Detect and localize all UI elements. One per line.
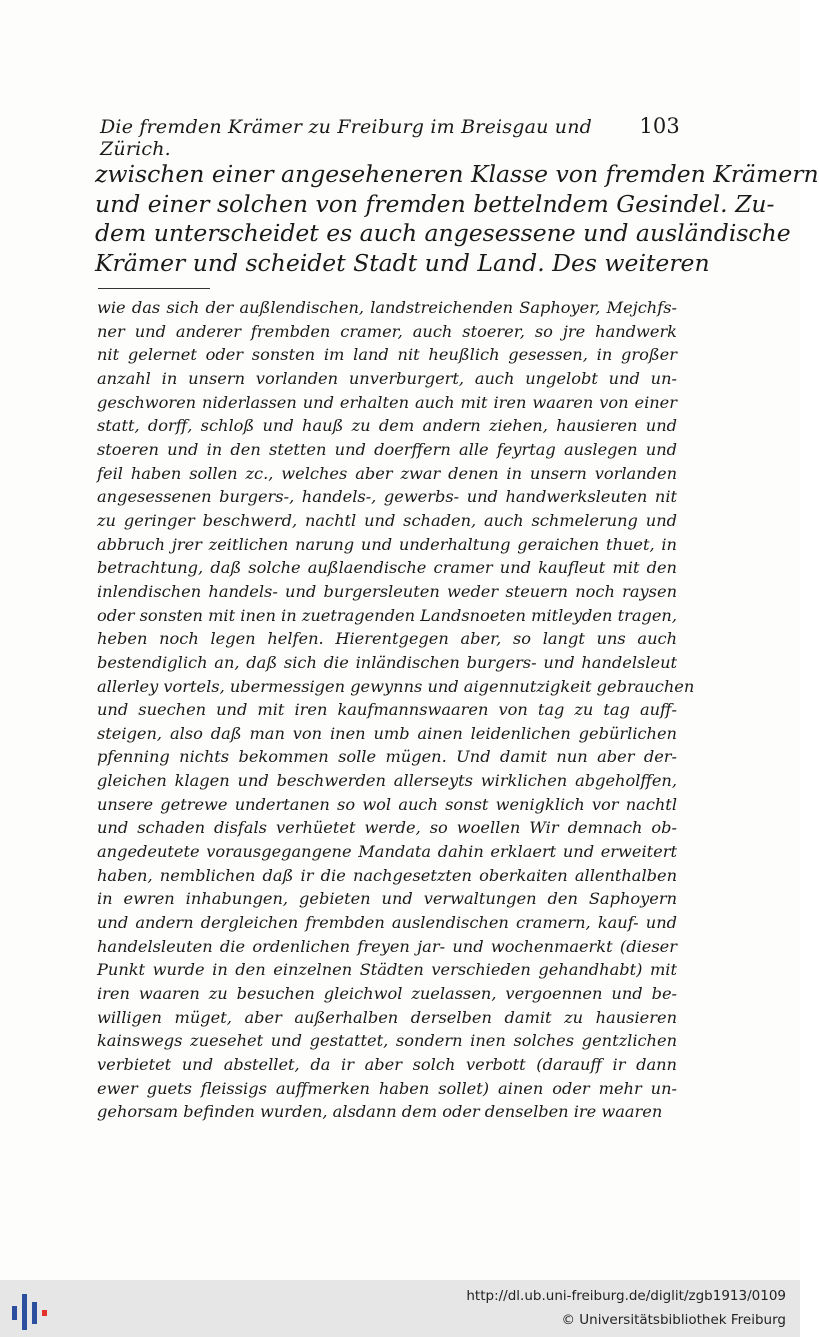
text-line: zwischen einer angeseheneren Klasse von fremden Krämern [95,160,819,188]
footnote-line: anzahl in unsern vorlanden unverburgert, auch ungelobt und un- [97,368,677,388]
footnote-line: und schaden disfals verhüetet werde, so woellen Wir demnach ob- [97,818,677,838]
footer-bar [0,1280,800,1337]
text-line: dem unterscheidet es auch angesessene und ausländische [95,219,791,247]
footnote-line: in ewren inhabungen, gebieten und verwaltungen den Saphoyern [97,889,677,909]
source-url-link[interactable]: http://dl.ub.uni-freiburg.de/diglit/zgb1913/0109 [466,1288,786,1304]
running-head [100,114,680,160]
footnote-line: heben noch legen helfen. Hierentgegen aber, so langt uns auch [97,629,677,649]
footnote-line: iren waaren zu besuchen gleichwol zuelassen, vergoennen und be- [97,984,677,1004]
page-number: 103 [639,114,680,138]
footnote-line: unsere getrewe undertanen so wol auch sonst wenigklich vor nachtl [97,794,677,814]
footnote-line: verbietet und abstellet, da ir aber solch verbott (darauff ir dann [97,1055,677,1074]
footnote-line: nit gelernet oder sonsten im land nit heußlich gesessen, in großer [97,345,677,365]
running-head-title: Die fremden Krämer zu Freiburg im Breisgau und Zürich. [100,116,593,160]
footnote-line: pfenning nichts bekommen solle mügen. Und damit nun aber der- [97,747,677,767]
footnote-line: und suechen und mit iren kaufmannswaaren von tag zu tag auff- [97,700,677,720]
footnote-line: bestendiglich an, daß sich die inländischen burgers- und handelsleut [97,652,677,672]
footnote-separator [98,288,210,289]
footnote-line: abbruch jrer zeitlichen narung und underhaltung geraichen thuet, in [97,534,677,554]
footnote-line: und andern dergleichen frembden auslendischen cramern, kauf- und [97,913,677,933]
footnote-line: ner und anderer frembden cramer, auch stoerer, so jre handwerk [97,321,677,341]
footnote [97,296,695,1124]
footnote-line: betrachtung, daß solche außlaendische cramer und kaufleut mit den [97,558,677,578]
footnote-line: inlendischen handels- und burgersleuten weder steuern noch raysen [97,581,677,601]
text-line: und einer solchen von fremden bettelndem Gesindel. Zu- [95,189,775,218]
footnote-line: stoeren und in den stetten und doerffern alle feyrtag auslegen und [97,439,677,459]
footnote-line: statt, dorff, schloß und hauß zu dem andern ziehen, hausieren und [97,416,677,436]
footnote-line: ewer guets fleissigs auffmerken haben sollet) ainen oder mehr un- [97,1078,677,1098]
footnote-line: gleichen klagen und beschwerden allerseyts wirklichen abgeholffen, [97,771,677,791]
ub-freiburg-logo-icon [10,1288,50,1330]
footnote-line: kainswegs zuesehet und gestattet, sondern inen solches gentzlichen [97,1031,677,1051]
footnote-line: zu geringer beschwerd, nachtl und schaden, auch schmelerung und [97,510,677,530]
main-text [95,160,819,278]
footnote-line: oder sonsten mit inen in zuetragenden Landsnoeten mitleyden tragen, [97,605,677,625]
footnote-line: angedeutete vorausgegangene Mandata dahin erklaert und erweitert [97,842,677,862]
footnote-line: willigen müget, aber außerhalben derselben damit zu hausieren [97,1007,677,1027]
footnote-line: Punkt wurde in den einzelnen Städten verschieden gehandhabt) mit [97,960,677,980]
copyright-notice: © Universitätsbibliothek Freiburg [561,1312,786,1328]
footnote-line: geschworen niderlassen und erhalten auch mit iren waaren von einer [97,392,677,412]
footnote-line: steigen, also daß man von inen umb ainen leidenlichen gebürlichen [97,723,677,743]
footnote-line: wie das sich der außlendischen, landstreichenden Saphoyer, Mejchfs- [97,298,677,317]
footnote-line: allerley vortels, ubermessigen gewynns und aigennutzigkeit gebrauchen [97,676,695,696]
footnote-line: angesessenen burgers-, handels-, gewerbs- und handwerksleuten nit [97,487,677,507]
footnote-line: handelsleuten die ordenlichen freyen jar- und wochenmaerkt (dieser [97,936,677,956]
footnote-line: feil haben sollen zc., welches aber zwar denen in unsern vorlanden [97,463,677,483]
text-line: Krämer und scheidet Stadt und Land. Des weiteren [95,248,710,277]
footnote-line: haben, nemblichen daß ir die nachgesetzten oberkaiten allenthalben [97,865,677,885]
footnote-line: gehorsam befinden wurden, alsdann dem oder denselben ire waaren [97,1102,663,1122]
